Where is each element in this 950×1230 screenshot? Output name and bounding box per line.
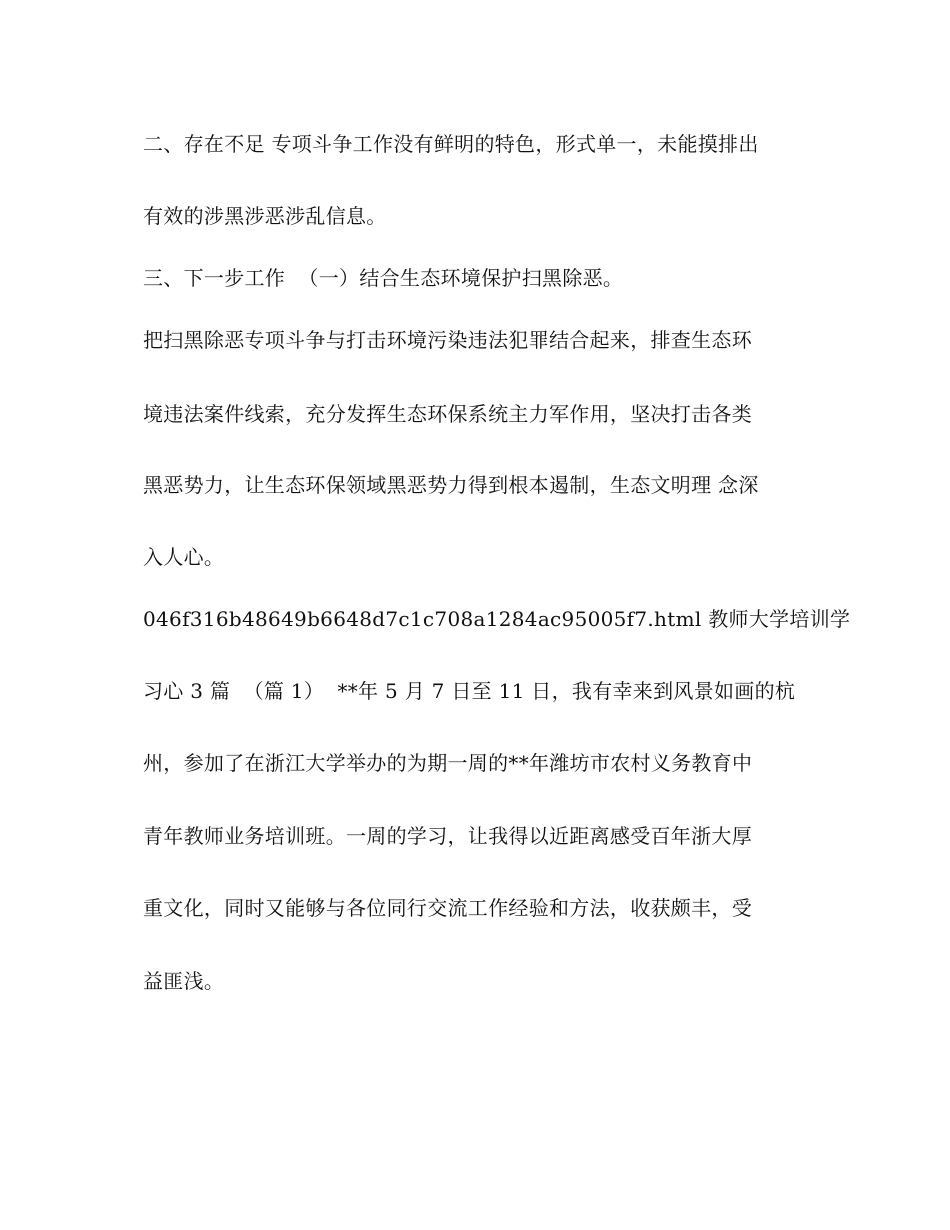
text-line-9: 习心 3 篇 （篇 1） **年 5 月 7 日至 11 日，我有幸来到风景如画的杭 (143, 679, 796, 703)
text-line-10: 州，参加了在浙江大学举办的为期一周的**年潍坊市农村义务教育中 (143, 751, 753, 775)
text-line-12: 重文化，同时又能够与各位同行交流工作经验和方法，收获颇丰，受 (143, 896, 752, 920)
text-line-11: 青年教师业务培训班。一周的学习，让我得以近距离感受百年浙大厚 (143, 824, 752, 848)
text-line-8: 046f316b48649b6648d7c1c708a1284ac95005f7.html 教师大学培训学 (143, 607, 851, 631)
text-line-3: 三、下一步工作 （一）结合生态环境保护扫黑除恶。 (143, 266, 624, 290)
text-line-7: 入人心。 (143, 545, 225, 569)
text-line-4: 把扫黑除恶专项斗争与打击环境污染违法犯罪结合起来，排查生态环 (143, 328, 752, 352)
text-line-2: 有效的涉黑涉恶涉乱信息。 (143, 204, 387, 228)
text-line-1: 二、存在不足 专项斗争工作没有鲜明的特色，形式单一，未能摸排出 (143, 132, 759, 156)
text-line-13: 益匪浅。 (143, 969, 225, 993)
text-line-6: 黑恶势力，让生态环保领域黑恶势力得到根本遏制，生态文明理 念深 (143, 473, 759, 497)
text-line-5: 境违法案件线索，充分发挥生态环保系统主力军作用，坚决打击各类 (143, 402, 752, 426)
